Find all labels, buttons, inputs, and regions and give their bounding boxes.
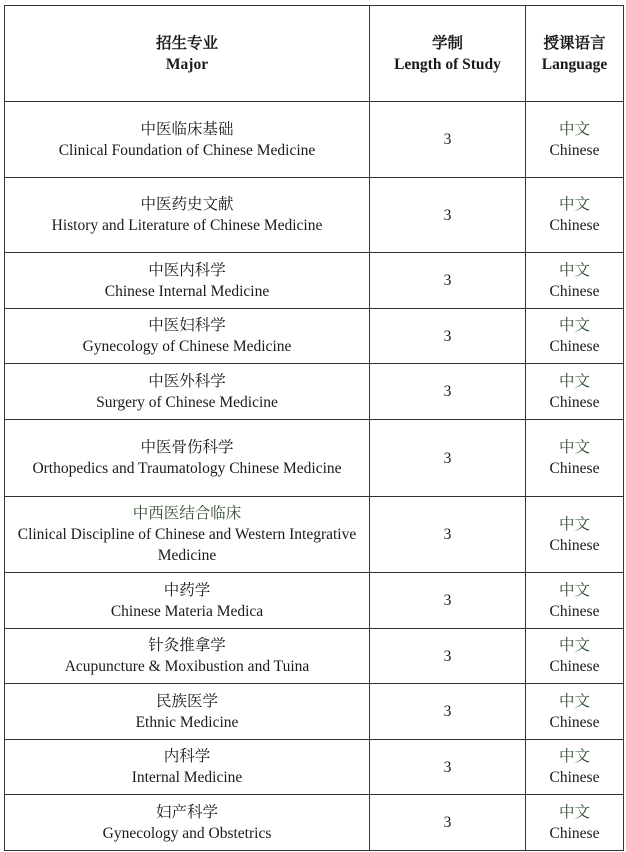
- major-cell: [5, 364, 370, 420]
- language-zh: 中文: [558, 261, 590, 279]
- length-cell: 3: [370, 253, 526, 309]
- header-language-zh: 授课语言: [543, 34, 606, 52]
- header-length-en: Length of Study: [394, 55, 501, 73]
- language-zh: 中文: [558, 196, 590, 213]
- major-zh: 中医妇科学: [148, 317, 226, 334]
- major-en: Orthopedics and Traumatology Chinese Medicine: [32, 460, 342, 477]
- major-en: History and Literature of Chinese Medicine: [51, 217, 323, 234]
- major-zh: 中医临床基础: [140, 120, 234, 138]
- major-zh: 中医外科学: [148, 372, 226, 390]
- table-row: [5, 178, 624, 253]
- major-zh: 妇产科学: [155, 803, 218, 821]
- major-cell: [5, 740, 370, 795]
- language-zh: 中文: [558, 120, 590, 138]
- language-en: Chinese: [549, 769, 600, 786]
- length-cell: 3: [370, 497, 526, 573]
- major-cell: [5, 102, 370, 178]
- language-en: Chinese: [549, 824, 600, 842]
- language-en: Chinese: [549, 460, 600, 477]
- header-language-en: Language: [541, 55, 608, 73]
- table-row: [5, 364, 624, 420]
- language-cell: [526, 740, 624, 795]
- major-en: Chinese Materia Medica: [110, 602, 264, 620]
- major-cell: [5, 795, 370, 851]
- length-cell: 3: [370, 684, 526, 740]
- table-row: [5, 573, 624, 629]
- language-cell: [526, 684, 624, 740]
- major-cell: [5, 497, 370, 573]
- language-en: Chinese: [549, 658, 600, 675]
- major-en: Ethnic Medicine: [135, 713, 239, 731]
- header-major-en: Major: [165, 55, 209, 73]
- language-cell: [526, 178, 624, 253]
- header-major: [5, 6, 370, 102]
- major-cell: [5, 309, 370, 364]
- length-cell: 3: [370, 573, 526, 629]
- header-length: [370, 6, 526, 102]
- language-zh: 中文: [558, 748, 590, 765]
- language-en: Chinese: [549, 338, 600, 355]
- language-en: Chinese: [549, 602, 600, 620]
- major-en: Clinical Discipline of Chinese and Western Integrative Medicine: [17, 526, 357, 564]
- language-zh: 中文: [558, 637, 590, 654]
- major-cell: [5, 629, 370, 684]
- language-cell: [526, 573, 624, 629]
- major-en: Gynecology of Chinese Medicine: [82, 338, 292, 355]
- language-zh: 中文: [558, 803, 590, 821]
- language-en: Chinese: [549, 282, 600, 300]
- table-row: [5, 309, 624, 364]
- table-row: [5, 253, 624, 309]
- major-en: Acupuncture & Moxibustion and Tuina: [64, 658, 310, 675]
- major-cell: [5, 253, 370, 309]
- major-zh: 中医药史文献: [140, 196, 234, 213]
- major-zh: 中医骨伤科学: [140, 439, 234, 456]
- major-en: Surgery of Chinese Medicine: [96, 393, 278, 411]
- length-cell: 3: [370, 420, 526, 497]
- language-en: Chinese: [549, 393, 600, 411]
- major-en: Internal Medicine: [131, 769, 243, 786]
- major-cell: [5, 573, 370, 629]
- length-cell: 3: [370, 309, 526, 364]
- major-cell: [5, 420, 370, 497]
- language-cell: [526, 420, 624, 497]
- language-cell: [526, 102, 624, 178]
- language-zh: 中文: [558, 581, 590, 599]
- length-cell: 3: [370, 102, 526, 178]
- language-zh: 中文: [558, 692, 590, 710]
- header-major-zh: 招生专业: [155, 34, 218, 52]
- length-cell: 3: [370, 629, 526, 684]
- language-zh: 中文: [558, 372, 590, 390]
- language-cell: [526, 364, 624, 420]
- language-en: Chinese: [549, 217, 600, 234]
- majors-table: [4, 5, 624, 851]
- header-length-zh: 学制: [431, 34, 463, 52]
- table-row: [5, 629, 624, 684]
- language-cell: [526, 253, 624, 309]
- table-row: [5, 684, 624, 740]
- table-row: [5, 420, 624, 497]
- language-cell: [526, 629, 624, 684]
- major-cell: [5, 684, 370, 740]
- language-zh: 中文: [558, 515, 590, 533]
- table-row: [5, 740, 624, 795]
- language-cell: [526, 309, 624, 364]
- language-cell: [526, 497, 624, 573]
- table-row: [5, 497, 624, 573]
- language-en: Chinese: [549, 141, 600, 159]
- major-en: Gynecology and Obstetrics: [102, 824, 272, 842]
- major-zh: 中西医结合临床: [132, 505, 242, 522]
- header-row: [5, 6, 624, 102]
- major-zh: 中药学: [163, 581, 211, 599]
- major-en: Clinical Foundation of Chinese Medicine: [58, 141, 316, 159]
- table-row: [5, 795, 624, 851]
- language-en: Chinese: [549, 536, 600, 554]
- length-cell: 3: [370, 364, 526, 420]
- major-zh: 民族医学: [155, 692, 218, 710]
- language-en: Chinese: [549, 713, 600, 731]
- length-cell: 3: [370, 178, 526, 253]
- major-zh: 内科学: [163, 748, 211, 765]
- major-zh: 针灸推拿学: [148, 637, 226, 654]
- language-zh: 中文: [558, 317, 590, 334]
- length-cell: 3: [370, 740, 526, 795]
- length-cell: 3: [370, 795, 526, 851]
- language-zh: 中文: [558, 439, 590, 456]
- table-row: [5, 102, 624, 178]
- major-en: Chinese Internal Medicine: [104, 282, 270, 300]
- language-cell: [526, 795, 624, 851]
- major-cell: [5, 178, 370, 253]
- header-language: [526, 6, 624, 102]
- major-zh: 中医内科学: [148, 261, 226, 279]
